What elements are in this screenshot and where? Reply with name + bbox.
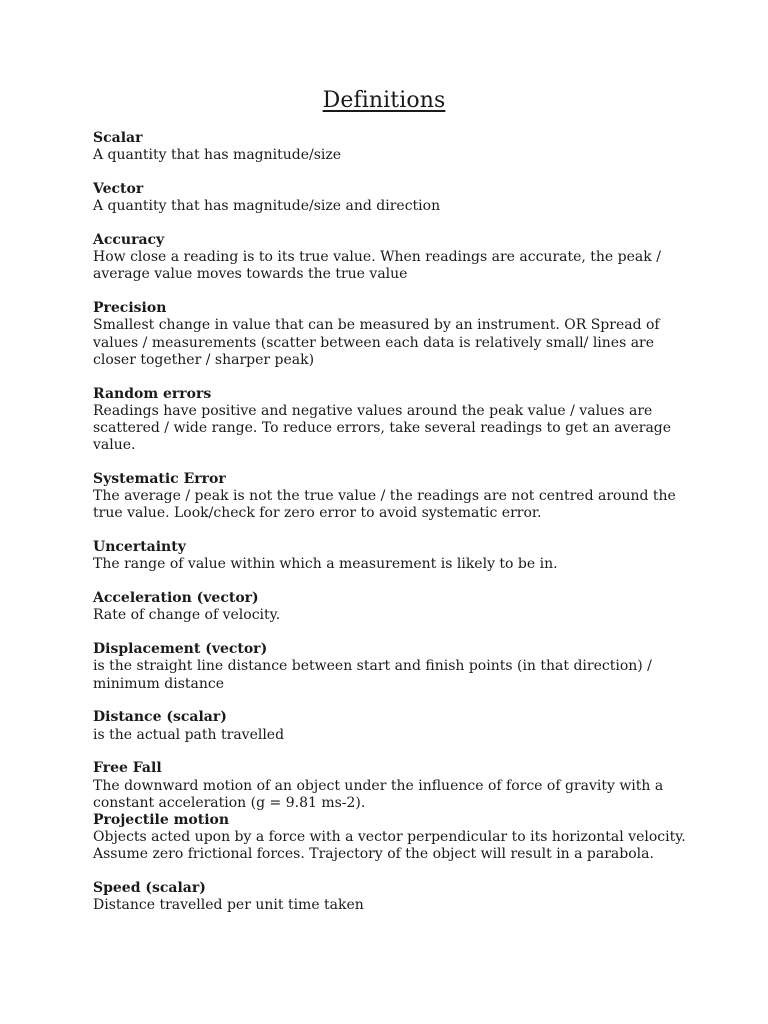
- definition-term: Random errors: [93, 385, 212, 402]
- definition-term: Systematic Error: [93, 471, 226, 488]
- definition-description: A quantity that has magnitude/size and direction: [93, 198, 441, 215]
- definition-item-accuracy: [93, 232, 693, 284]
- definition-description: Objects acted upon by a force with a vector perpendicular to its horizontal velocity. Assume zero frictional forces. Trajectory of the object will result in a parabola.: [93, 829, 686, 863]
- definition-term: Projectile motion: [93, 812, 230, 829]
- definition-item-projectile-motion: [93, 812, 693, 864]
- definition-description: Smallest change in value that can be measured by an instrument. OR Spread of values / measurements (scatter between each data is relatively small/ lines are closer together / sharper peak): [93, 317, 660, 368]
- definition-item-precision: [93, 300, 693, 369]
- definition-item-systematic-error: [93, 471, 693, 523]
- definition-description: Rate of change of velocity.: [93, 607, 281, 624]
- definition-item-distance: [93, 709, 693, 743]
- definition-term: Uncertainty: [93, 539, 186, 556]
- definitions-list: [93, 130, 693, 931]
- definition-item-random-errors: [93, 386, 693, 455]
- definition-item-displacement: [93, 641, 693, 693]
- definition-description: A quantity that has magnitude/size: [93, 147, 342, 164]
- definition-item-uncertainty: [93, 539, 693, 573]
- definition-item-speed: [93, 880, 693, 914]
- definition-term: Distance (scalar): [93, 709, 227, 726]
- definition-item-acceleration: [93, 590, 693, 624]
- definition-description: Distance travelled per unit time taken: [93, 897, 364, 914]
- definition-item-free-fall: [93, 760, 693, 812]
- definition-term: Precision: [93, 300, 167, 317]
- definition-description: is the straight line distance between start and finish points (in that direction) / minimum distance: [93, 658, 652, 692]
- definition-term: Free Fall: [93, 760, 162, 777]
- page-title: Definitions: [322, 88, 446, 113]
- definition-description: is the actual path travelled: [93, 726, 285, 743]
- definition-term: Displacement (vector): [93, 641, 268, 658]
- definition-description: The downward motion of an object under the influence of force of gravity with a constant acceleration (g = 9.81 ms-2).: [93, 777, 664, 811]
- definition-description: How close a reading is to its true value. When readings are accurate, the peak / average value moves towards the true value: [93, 249, 661, 283]
- definition-description: The range of value within which a measurement is likely to be in.: [93, 556, 558, 573]
- definition-item-scalar: [93, 130, 693, 164]
- definition-term: Acceleration (vector): [93, 590, 259, 607]
- definition-term: Scalar: [93, 130, 143, 146]
- definition-term: Speed (scalar): [93, 880, 206, 897]
- definition-description: The average / peak is not the true value / the readings are not centred around the true value. Look/check for zero error to avoid systematic error.: [93, 488, 676, 522]
- definition-term: Vector: [93, 181, 144, 197]
- definition-item-vector: [93, 181, 693, 215]
- definition-description: Readings have positive and negative values around the peak value / values are scattered / wide range. To reduce errors, take several readings to get an average value.: [93, 402, 672, 454]
- definition-term: Accuracy: [93, 232, 165, 248]
